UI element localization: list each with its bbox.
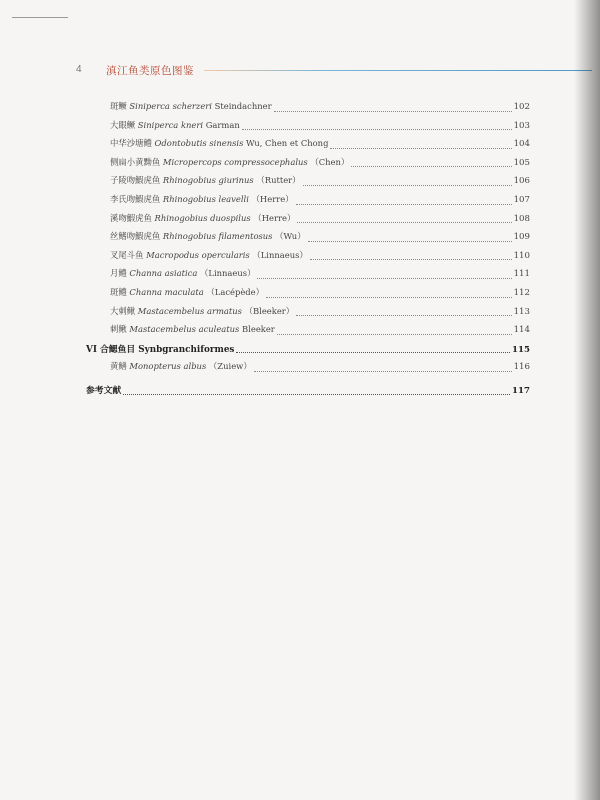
leader-dots xyxy=(254,370,512,372)
toc-page: 113 xyxy=(513,306,530,317)
toc-page: 110 xyxy=(513,250,530,261)
toc-entry: 刺鳅 Mastacembelus aculeatus Bleeker 114 xyxy=(110,324,530,336)
leader-dots xyxy=(303,184,512,186)
toc-entry: 中华沙塘鳢 Odontobutis sinensis Wu, Chen et Chong 104 xyxy=(110,138,530,150)
toc-page: 103 xyxy=(513,120,530,131)
page-edge-shadow xyxy=(574,0,600,800)
leader-dots xyxy=(296,203,512,205)
toc-page: 112 xyxy=(513,287,530,298)
leader-dots xyxy=(351,165,511,167)
toc-page: 104 xyxy=(513,139,530,150)
leader-dots xyxy=(123,393,510,395)
leader-dots xyxy=(297,221,511,223)
toc-page: 111 xyxy=(513,269,530,280)
page-number: 4 xyxy=(76,64,82,75)
toc-entry: 叉尾斗鱼 Macropodus opercularis （Linnaeus） 110 xyxy=(110,249,530,261)
leader-dots xyxy=(242,128,512,130)
leader-dots xyxy=(274,110,512,112)
leader-dots xyxy=(330,147,511,149)
order-label: VI 合鳃鱼目 Synbgranchiformes xyxy=(86,344,235,355)
toc-entry: 斑鳜 Siniperca scherzeri Steindachner 102 xyxy=(110,101,530,112)
header-rule xyxy=(204,70,592,71)
leader-dots xyxy=(236,351,510,353)
toc-page: 114 xyxy=(513,325,530,336)
toc-entry: 大眼鳜 Siniperca kneri Garman 103 xyxy=(110,119,530,131)
toc-page: 108 xyxy=(513,213,530,224)
toc-page: 109 xyxy=(513,232,530,243)
leader-dots xyxy=(266,296,512,298)
toc-entry: 李氏吻鰕虎鱼 Rhinogobius leavelli （Herre） 107 xyxy=(110,193,530,205)
toc-references xyxy=(86,383,530,402)
leader-dots xyxy=(257,277,511,279)
toc-entry: 黄鳝 Monopterus albus （Zuiew） 116 xyxy=(110,361,530,373)
toc-entry: 侧扁小黄黝鱼 Micropercops compressocephalus （Chen） 105 xyxy=(110,156,530,168)
toc-entry: 斑鳢 Channa maculata （Lacépède） 112 xyxy=(110,286,530,298)
toc-page: 115 xyxy=(512,344,530,355)
toc-page: 107 xyxy=(513,194,530,205)
toc-page: 105 xyxy=(513,157,530,168)
toc-page: 106 xyxy=(513,176,530,187)
references-label: 参考文献 xyxy=(86,385,122,396)
toc-page: 116 xyxy=(513,362,530,373)
running-header xyxy=(72,64,592,80)
toc-page: 102 xyxy=(513,102,530,112)
corner-rule xyxy=(12,17,68,18)
toc-order-heading xyxy=(86,342,530,361)
leader-dots xyxy=(277,333,512,335)
table-of-contents xyxy=(86,100,530,402)
toc-entry: 溪吻鰕虎鱼 Rhinogobius duospilus （Herre） 108 xyxy=(110,212,530,224)
toc-entry: 月鳢 Channa asiatica （Linnaeus） 111 xyxy=(110,268,530,280)
toc-entry: 子陵吻鰕虎鱼 Rhinogobius giurinus （Rutter） 106 xyxy=(110,175,530,187)
book-title: 滇江鱼类原色图鉴 xyxy=(106,65,194,77)
leader-dots xyxy=(308,240,512,242)
toc-page: 117 xyxy=(512,385,530,396)
leader-dots xyxy=(296,314,511,316)
leader-dots xyxy=(310,258,512,260)
toc-entry: 大刺鳅 Mastacembelus armatus （Bleeker） 113 xyxy=(110,305,530,317)
toc-entry: 丝鳍吻鰕虎鱼 Rhinogobius filamentosus （Wu） 109 xyxy=(110,231,530,243)
